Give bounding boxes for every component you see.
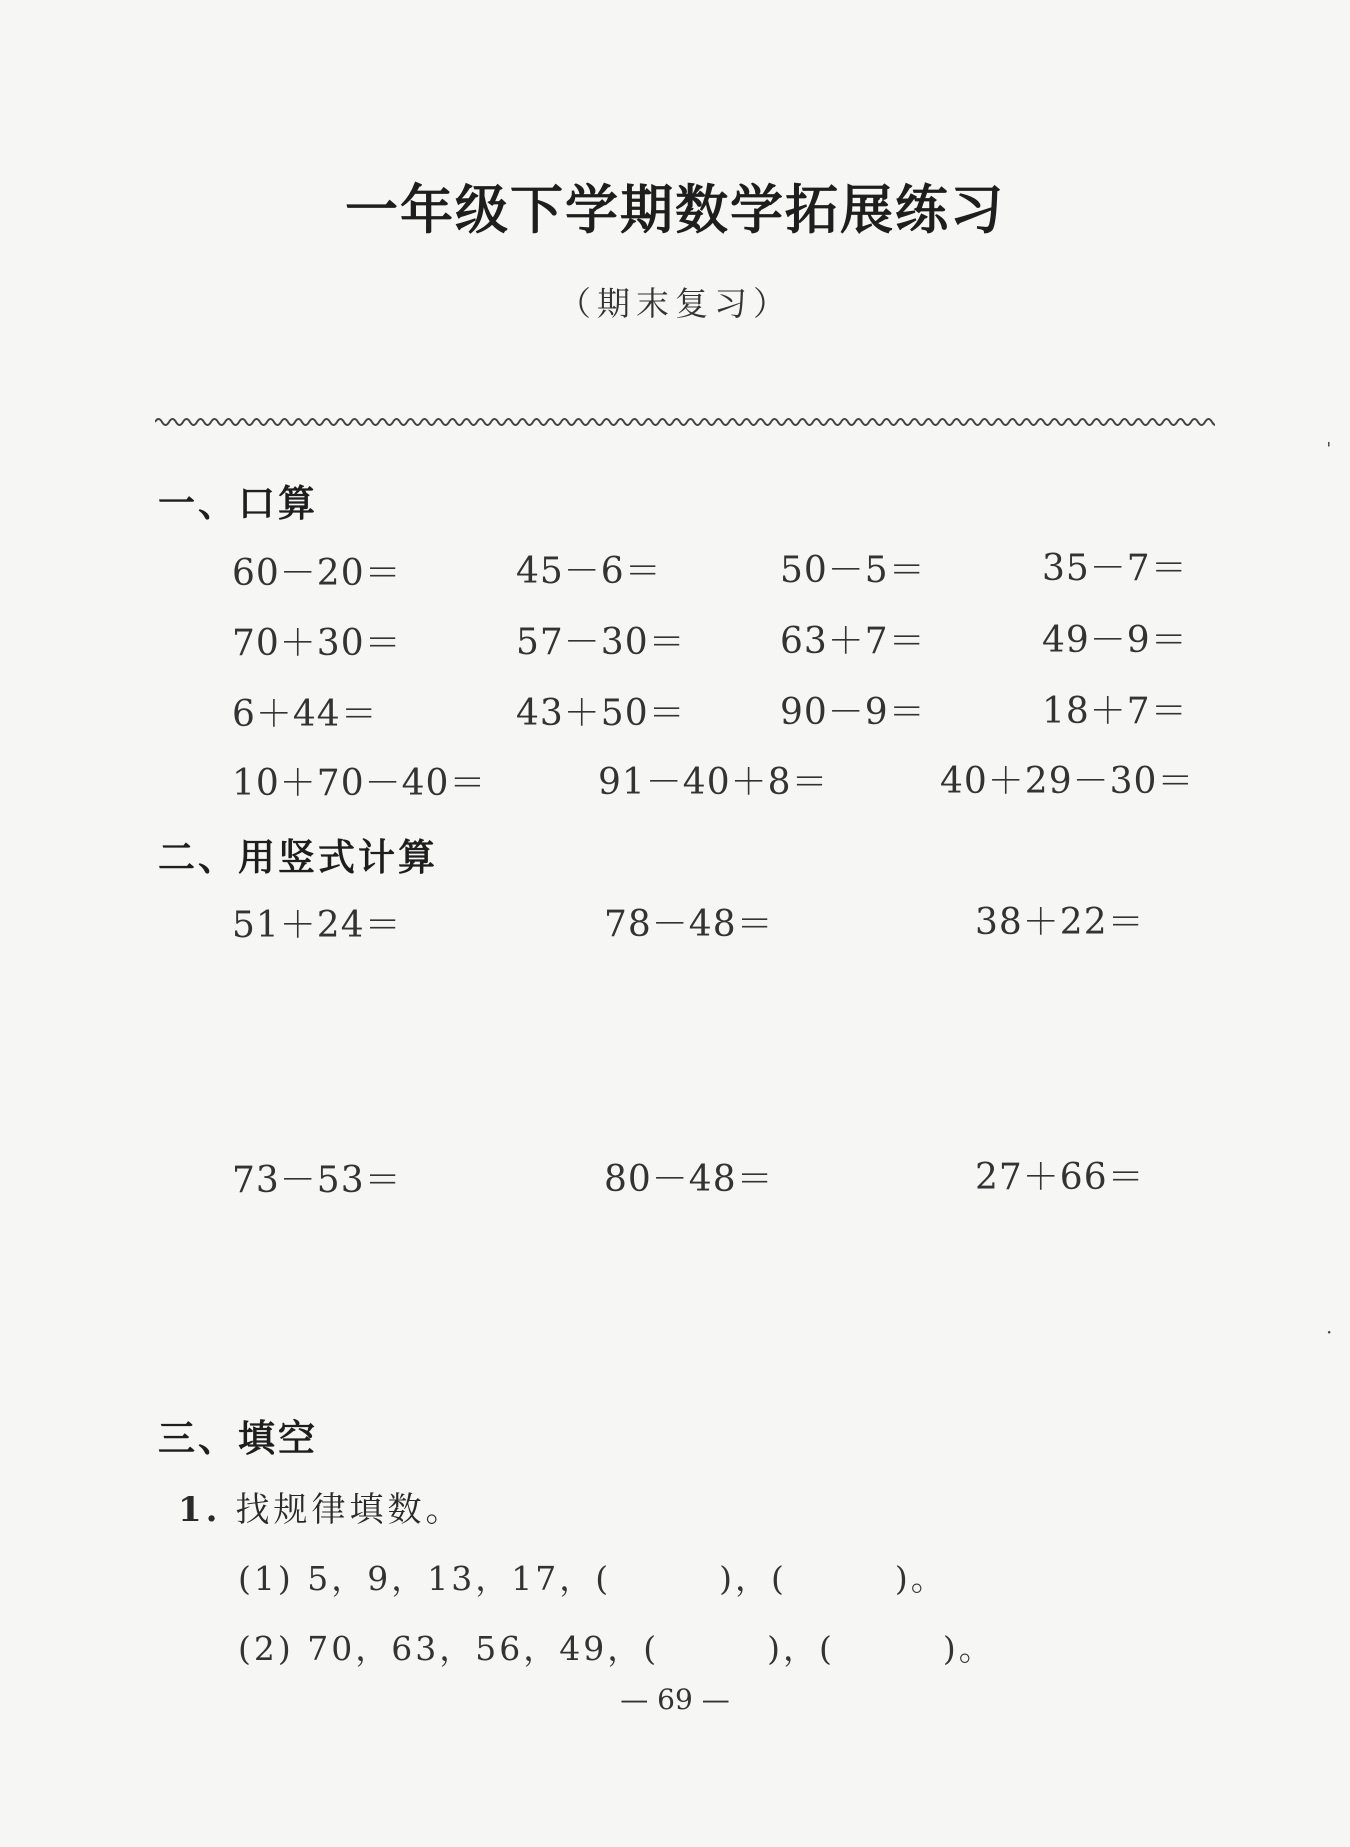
vertical-calc-item: 51＋24＝ bbox=[232, 905, 402, 946]
section-heading-oral-calc: 一、口算 bbox=[158, 481, 318, 525]
oral-calc-item: 35－7＝ bbox=[1042, 548, 1188, 589]
oral-calc-item: 49－9＝ bbox=[1042, 620, 1188, 661]
oral-calc-item: 70＋30＝ bbox=[232, 623, 402, 664]
oral-calc-item: 63＋7＝ bbox=[780, 621, 926, 662]
sequence-item: (1) 5，9，13，17，( )，( )。 bbox=[238, 1559, 947, 1598]
vertical-calc-item: 78－48＝ bbox=[604, 904, 774, 945]
vertical-calc-item: 27＋66＝ bbox=[975, 1157, 1145, 1198]
page-subtitle: （期末复习） bbox=[558, 284, 792, 323]
oral-calc-item: 45－6＝ bbox=[516, 551, 662, 592]
sequence-item: (2) 70，63，56，49，( )，( )。 bbox=[238, 1629, 995, 1668]
scan-mark: · bbox=[1326, 1320, 1333, 1344]
wavy-divider bbox=[155, 412, 1215, 432]
question-number: 1. bbox=[178, 1490, 222, 1530]
oral-calc-item: 90－9＝ bbox=[780, 692, 926, 733]
question-1 bbox=[178, 1482, 464, 1531]
page-number: — 69 — bbox=[620, 1683, 730, 1716]
section-heading-vertical-calc: 二、用竖式计算 bbox=[158, 835, 438, 879]
oral-calc-item: 43＋50＝ bbox=[516, 693, 686, 734]
section-heading-fill-blank: 三、填空 bbox=[158, 1416, 318, 1460]
page-title: 一年级下学期数学拓展练习 bbox=[345, 179, 1005, 241]
oral-calc-item: 10＋70－40＝ bbox=[232, 763, 487, 804]
oral-calc-item: 57－30＝ bbox=[516, 622, 686, 663]
scan-mark: ˈ bbox=[1326, 438, 1332, 462]
oral-calc-item: 6＋44＝ bbox=[232, 694, 378, 735]
vertical-calc-item: 80－48＝ bbox=[604, 1159, 774, 1200]
question-text: 找规律填数。 bbox=[235, 1490, 464, 1530]
oral-calc-item: 18＋7＝ bbox=[1042, 691, 1188, 732]
oral-calc-item: 40＋29－30＝ bbox=[940, 761, 1195, 802]
oral-calc-item: 91－40＋8＝ bbox=[598, 762, 829, 803]
oral-calc-item: 60－20＝ bbox=[232, 553, 402, 594]
oral-calc-item: 50－5＝ bbox=[780, 550, 926, 591]
vertical-calc-item: 73－53＝ bbox=[232, 1160, 402, 1201]
vertical-calc-item: 38＋22＝ bbox=[975, 902, 1145, 943]
